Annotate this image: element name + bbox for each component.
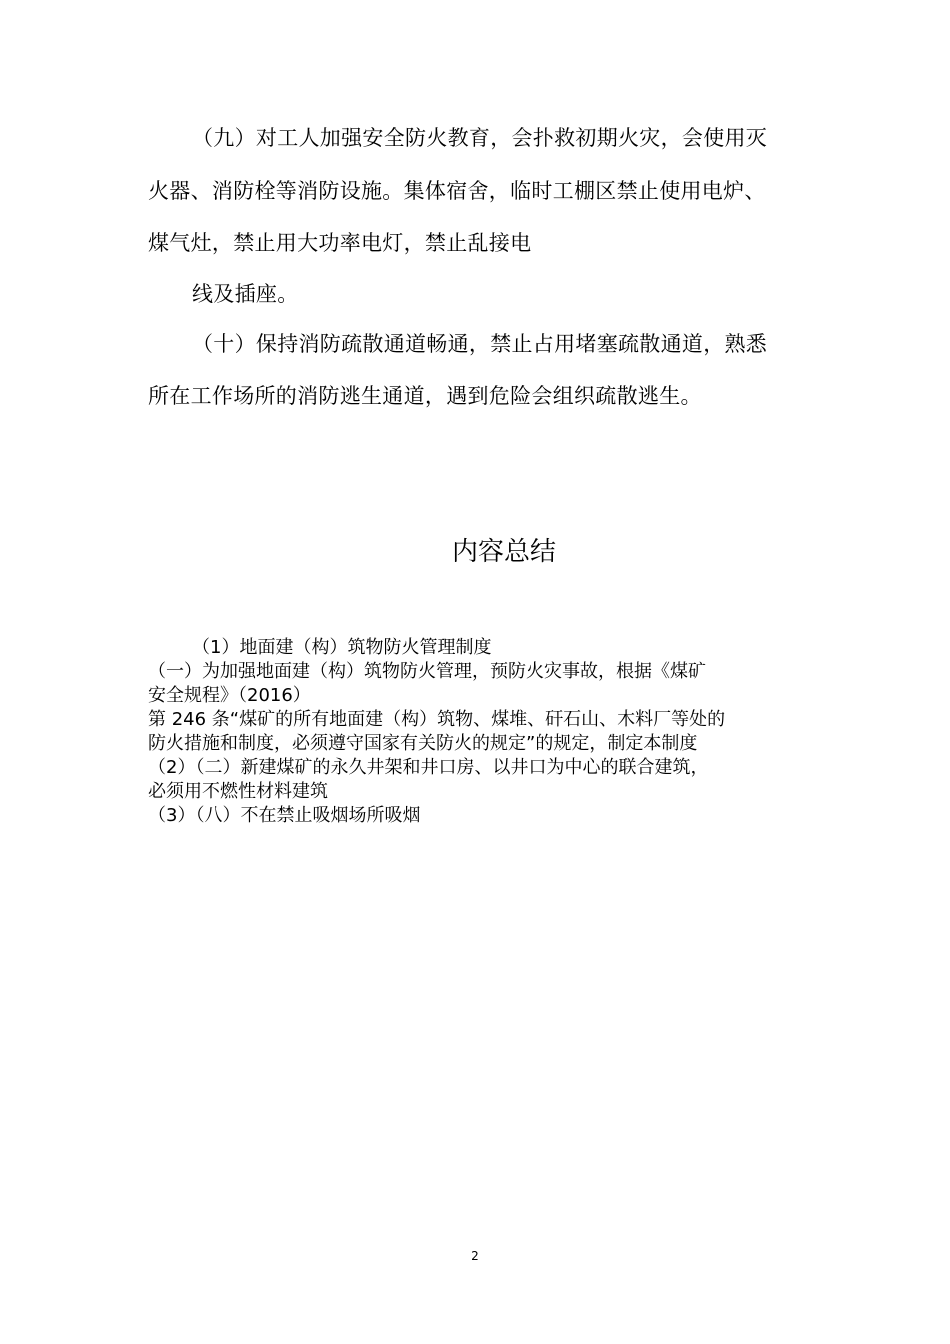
summary-line-5: 防火措施和制度，必须遵守国家有关防火的规定”的规定，制定本制度 — [148, 733, 698, 754]
page-number: 2 — [471, 1249, 479, 1263]
body-line-1: （九）对工人加强安全防火教育，会扑救初期火灾，会使用灭 — [192, 126, 768, 150]
body-line-5: （十）保持消防疏散通道畅通，禁止占用堵塞疏散通道，熟悉 — [192, 332, 768, 356]
summary-line-3: 安全规程》（2016） — [148, 685, 311, 706]
body-line-2: 火器、消防栓等消防设施。集体宿舍，临时工棚区禁止使用电炉、 — [148, 179, 766, 203]
body-line-3: 煤气灶，禁止用大功率电灯，禁止乱接电 — [148, 231, 532, 255]
summary-line-8: （3）（八）不在禁止吸烟场所吸烟 — [148, 805, 421, 826]
summary-line-4: 第 246 条“煤矿的所有地面建（构）筑物、煤堆、矸石山、木料厂等处的 — [148, 709, 726, 730]
summary-line-2: （一）为加强地面建（构）筑物防火管理，预防火灾事故，根据《煤矿 — [148, 661, 706, 682]
summary-title: 内容总结 — [451, 537, 556, 567]
summary-line-6: （2）（二）新建煤矿的永久井架和井口房、以井口为中心的联合建筑， — [148, 757, 709, 778]
body-line-4: 线及插座。 — [192, 282, 299, 306]
body-line-6: 所在工作场所的消防逃生通道，遇到危险会组织疏散逃生。 — [148, 384, 702, 408]
summary-line-1: （1）地面建（构）筑物防火管理制度 — [192, 637, 492, 658]
summary-line-7: 必须用不燃性材料建筑 — [148, 781, 328, 802]
